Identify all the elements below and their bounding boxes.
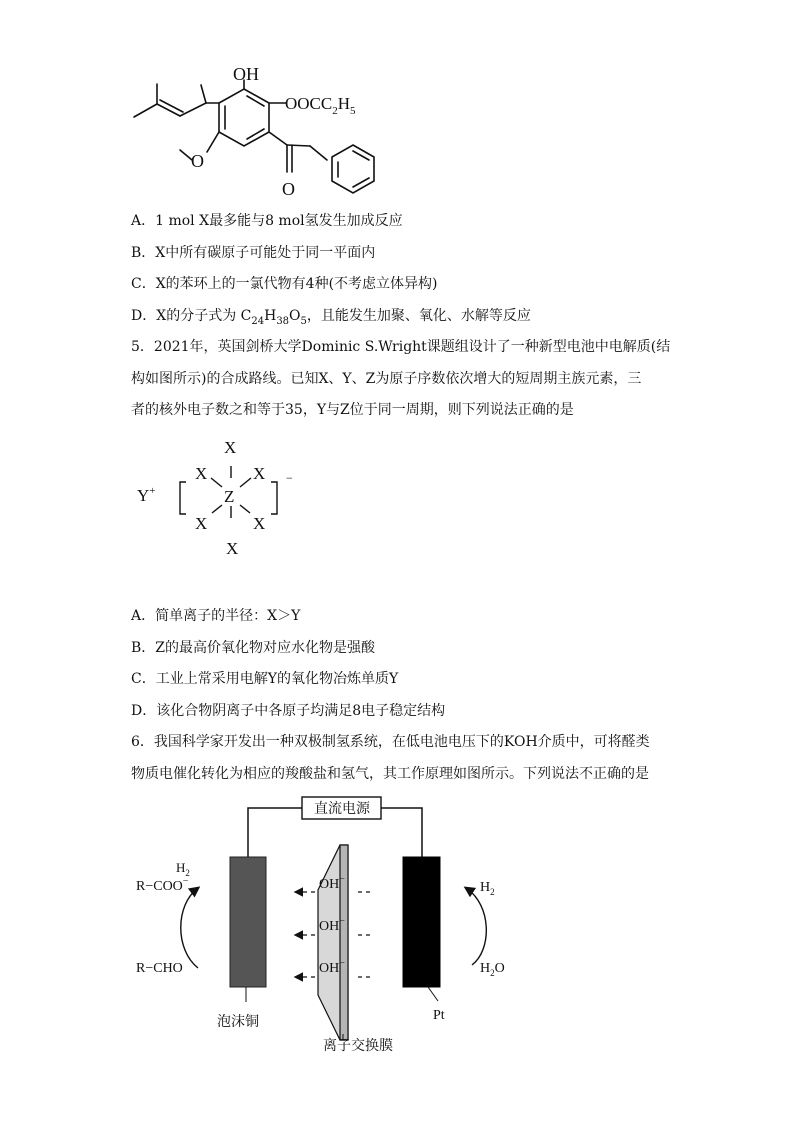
q6-left-product-label: R−COO− xyxy=(136,876,189,894)
q6-left-electrode-label: 泡沫铜 xyxy=(217,1015,259,1030)
q5-anion-charge: − xyxy=(286,471,293,485)
q4-ester-label: $OOCC_2H_5$ xyxy=(285,94,356,117)
q5-ligand-bottom: X xyxy=(226,539,239,558)
q4-option-c: C．X的苯环上的一氯代物有4种(不考虑立体异构) xyxy=(131,276,438,292)
q5-structure-diagram xyxy=(0,428,794,568)
q5-cation-label: Y+ xyxy=(137,485,156,505)
q5-ligand-upper-left: X xyxy=(195,464,208,483)
q6-ion-label-1: OH− xyxy=(319,874,345,892)
q6-right-electrode xyxy=(403,857,440,987)
q5-option-a: A．简单离子的半径：X＞Y xyxy=(131,608,301,624)
q6-stem-line2: 物质电催化转化为相应的羧酸盐和氢气，其工作原理如图所示。下列说法不正确的是 xyxy=(131,766,649,782)
q6-right-reactant-label: $H_2O$ xyxy=(480,961,505,978)
q6-power-supply-label: 直流电源 xyxy=(314,802,370,817)
q4-option-b: B．X中所有碳原子可能处于同一平面内 xyxy=(131,245,376,261)
q6-left-h2-label: $H_2$ xyxy=(176,860,190,878)
q5-center-atom: Z xyxy=(224,487,235,506)
q6-left-reactant-label: R−CHO xyxy=(136,961,183,976)
q6-ion-label-3: OH− xyxy=(319,958,345,976)
q5-stem-line3: 者的核外电子数之和等于35，Y与Z位于同一周期，则下列说法正确的是 xyxy=(131,402,574,418)
q5-option-b: B．Z的最高价氧化物对应水化物是强酸 xyxy=(131,640,376,656)
q6-left-electrode xyxy=(230,857,266,987)
q5-ligand-lower-left: X xyxy=(195,514,208,533)
q6-membrane-label: 离子交换膜 xyxy=(323,1039,393,1054)
q6-left-reaction-arrow xyxy=(181,888,198,968)
q5-option-d: D．该化合物阴离子中各原子均满足8电子稳定结构 xyxy=(131,703,446,719)
q6-right-electrode-label: Pt xyxy=(433,1008,445,1023)
q4-central-ring xyxy=(219,89,269,146)
q6-stem-line1: 6．我国科学家开发出一种双极制氢系统，在低电池电压下的KOH介质中，可将醛类 xyxy=(131,734,650,750)
q4-carbonyl-o-label: O xyxy=(282,179,295,199)
q4-methoxy-o-label: O xyxy=(191,151,204,171)
q6-electrolysis-diagram xyxy=(0,790,794,1070)
q5-stem-line1: 5．2021年，英国剑桥大学Dominic S.Wright课题组设计了一种新型电池中电解质(结 xyxy=(131,339,671,355)
q4-oh-label: OH xyxy=(233,64,259,84)
q6-right-h2-label: $H_2$ xyxy=(480,880,495,897)
q4-option-d: D．X的分子式为 $C_{24}H_{38}O_5$，且能发生加聚、氧化、水解等反应 xyxy=(131,308,531,327)
q5-ligand-top: X xyxy=(224,438,237,457)
q5-ligand-lower-right: X xyxy=(253,514,266,533)
q5-ligand-upper-right: X xyxy=(253,464,266,483)
q5-option-c: C．工业上常采用电解Y的氧化物冶炼单质Y xyxy=(131,671,399,687)
q4-option-a: A．1 mol X最多能与8 mol氢发生加成反应 xyxy=(131,213,403,229)
q4-structure-diagram xyxy=(0,0,794,210)
q6-ion-label-2: OH− xyxy=(319,916,345,934)
q6-right-reaction-arrow xyxy=(466,888,486,965)
q5-stem-line2: 构如图所示)的合成路线。已知X、Y、Z为原子序数依次增大的短周期主族元素，三 xyxy=(131,371,642,387)
